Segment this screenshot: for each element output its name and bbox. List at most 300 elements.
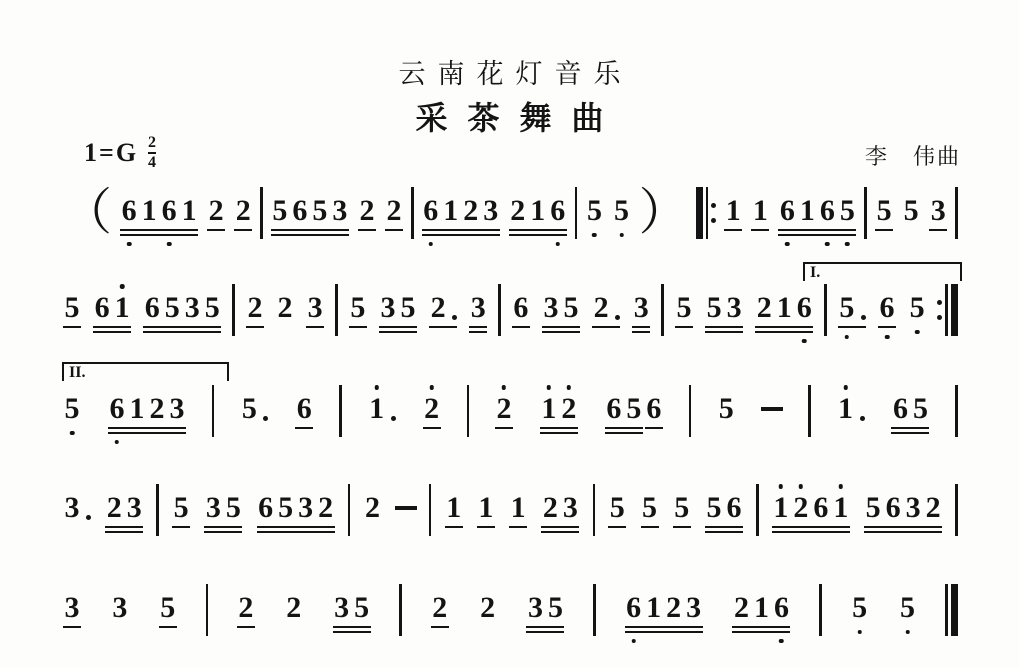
note-digit: 6 [646, 392, 662, 425]
barline [232, 284, 235, 336]
note-digit: 6 [107, 394, 127, 424]
note-group [511, 293, 531, 323]
beam-line [333, 631, 371, 634]
beam-line [864, 531, 942, 534]
beam-line [108, 432, 186, 435]
note-group [206, 196, 226, 226]
octave-dot-below [127, 242, 132, 247]
note-digit: 6 [813, 491, 829, 524]
barline [808, 385, 811, 437]
augmentation-dot [391, 416, 396, 421]
repeat-thin-bar [945, 284, 948, 336]
note-group [723, 196, 743, 226]
time-signature-numerator: 2 [148, 134, 157, 151]
time-signature [148, 135, 156, 171]
beam-line [295, 427, 313, 430]
note-group [874, 196, 894, 226]
octave-dot-above [843, 385, 848, 390]
beam-segment [348, 293, 368, 323]
beam-segment [142, 293, 222, 323]
note-group [777, 196, 857, 226]
beam-segment [644, 394, 664, 424]
note-digit: 1 [725, 194, 741, 227]
beam-segment [771, 493, 851, 523]
augmentation-dot [860, 416, 865, 421]
final-barline [945, 584, 958, 636]
octave-dot-above [799, 484, 804, 489]
note-group [541, 293, 581, 323]
barline [575, 187, 578, 239]
note-digit: 1 [836, 394, 856, 424]
beam-segment [674, 293, 694, 323]
beam-segment [754, 293, 814, 323]
note-digit: 2 [791, 493, 811, 523]
beam-line [93, 331, 131, 334]
beam-segment [874, 196, 894, 226]
beam-segment [284, 593, 304, 623]
final-thick-bar [951, 584, 958, 636]
note-group [525, 593, 565, 623]
barline [429, 484, 432, 536]
note-digit: 3 [62, 493, 82, 523]
beam-line [495, 427, 513, 430]
barline [206, 584, 209, 636]
beam-segment [256, 493, 336, 523]
note-digit: 2 [463, 194, 479, 227]
note-digit: 1 [141, 194, 157, 227]
note-digit: 1 [646, 591, 662, 624]
repeat-dot [937, 315, 942, 320]
note-group [604, 394, 664, 424]
beam-segment [494, 394, 514, 424]
beam-segment [444, 493, 464, 523]
beam-line [63, 326, 81, 329]
note-group [236, 593, 256, 623]
time-signature-denominator: 4 [148, 154, 157, 171]
beam-line [541, 526, 579, 529]
note-digit: 1 [443, 194, 459, 227]
octave-dot-above [502, 385, 507, 390]
beam-line [772, 526, 850, 529]
note-digit: 5 [903, 194, 919, 227]
beam-segment [62, 593, 82, 623]
beam-line [605, 427, 643, 430]
note-group [836, 394, 866, 424]
note-digit: 1 [799, 194, 815, 227]
note-group [428, 293, 458, 323]
beam-segment [422, 394, 442, 424]
note-digit: 1 [771, 493, 791, 523]
beam-segment [704, 493, 744, 523]
beam-line [422, 234, 500, 237]
octave-dot-above [839, 484, 844, 489]
note-digit: 2 [238, 591, 254, 624]
beam-line [732, 626, 790, 629]
beam-segment [631, 293, 651, 323]
beam-segment [357, 196, 377, 226]
beam-segment [236, 593, 256, 623]
note-digit: 2 [365, 491, 381, 524]
octave-dot-above [567, 385, 572, 390]
beam-segment [604, 394, 644, 424]
barline [498, 284, 501, 336]
note-group [631, 293, 651, 323]
beam-line [93, 326, 131, 329]
note-group [92, 293, 132, 323]
note-group [107, 394, 187, 424]
paren-open: （ [62, 184, 112, 240]
note-digit: 1 [510, 491, 526, 524]
note-digit: 1 [367, 394, 387, 424]
key-signature [84, 135, 156, 171]
note-group [640, 493, 660, 523]
barline [467, 385, 470, 437]
repeat-dots [937, 284, 942, 336]
barline [955, 484, 958, 536]
beam-line [445, 526, 463, 529]
note-digit: 3 [112, 591, 128, 624]
note-digit: 1 [478, 491, 494, 524]
beam-line [929, 229, 947, 232]
beam-line [422, 229, 500, 232]
repeat-end-sign [937, 284, 958, 336]
beam-segment [750, 196, 770, 226]
note-digit: 2 [925, 491, 941, 524]
barline [824, 284, 827, 336]
beam-segment [928, 196, 948, 226]
beam-segment [540, 493, 580, 523]
beam-segment [62, 493, 92, 523]
note-digit: 5 [160, 591, 176, 624]
beam-line [772, 531, 850, 534]
note-digit: 3 [726, 291, 742, 324]
octave-dot-below [915, 330, 920, 335]
beam-segment [837, 293, 867, 323]
barline [156, 484, 159, 536]
note-group [494, 394, 514, 424]
note-digit: 5 [278, 491, 294, 524]
beam-line [625, 631, 703, 634]
barline [593, 484, 596, 536]
beam-line [864, 526, 942, 529]
octave-dot-below [845, 335, 850, 340]
beam-line [204, 531, 242, 534]
note-digit: 6 [606, 392, 622, 425]
beam-line [605, 432, 643, 435]
note-group [584, 196, 604, 226]
note-digit: 5 [225, 491, 241, 524]
note-digit: 2 [386, 194, 402, 227]
note-digit: 1 [753, 591, 769, 624]
note-digit: 1 [446, 491, 462, 524]
note-group [508, 493, 528, 523]
note-digit: 2 [422, 394, 442, 424]
note-digit: 3 [930, 194, 946, 227]
beam-segment [275, 293, 295, 323]
note-digit: 5 [547, 591, 563, 624]
note-digit: 1 [831, 493, 851, 523]
barline [260, 187, 263, 239]
beam-line [108, 427, 186, 430]
note-digit: 6 [771, 593, 791, 623]
beam-line [608, 526, 626, 529]
octave-dot-above [547, 385, 552, 390]
beam-line [159, 626, 177, 629]
note-group [233, 196, 253, 226]
octave-dot-below [885, 335, 890, 340]
octave-dot-below [802, 339, 807, 344]
note-digit: 3 [334, 591, 350, 624]
beam-line [105, 526, 143, 529]
note-group [367, 394, 397, 424]
note-group [62, 493, 92, 523]
note-digit: 3 [64, 591, 80, 624]
note-digit: 1 [181, 194, 197, 227]
beam-segment [624, 593, 704, 623]
note-group [907, 293, 927, 323]
barline [689, 385, 692, 437]
beam-segment [850, 593, 870, 623]
note-group [898, 593, 918, 623]
beam-line [333, 626, 371, 629]
note-digit: 5 [837, 196, 857, 226]
beam-line [732, 631, 790, 634]
beam-segment [723, 196, 743, 226]
beam-segment [508, 196, 568, 226]
barline [399, 584, 402, 636]
beam-line [705, 331, 743, 334]
beam-segment [731, 593, 791, 623]
beam-line [105, 531, 143, 534]
repeat-dot [711, 218, 716, 223]
note-digit: 3 [543, 291, 559, 324]
augmentation-dot [615, 315, 620, 320]
beam-line [429, 326, 457, 329]
note-digit: 6 [892, 392, 908, 425]
note-digit: 3 [380, 291, 396, 324]
beam-segment [206, 196, 226, 226]
note-group [203, 493, 243, 523]
note-digit: 5 [876, 194, 892, 227]
note-group [62, 394, 82, 424]
note-group [384, 196, 404, 226]
note-digit: 6 [292, 194, 308, 227]
beam-segment [508, 493, 528, 523]
note-group [704, 293, 744, 323]
beam-line [673, 526, 691, 529]
note-digit: 5 [354, 591, 370, 624]
music-line-4 [62, 493, 958, 529]
note-group [468, 293, 488, 323]
beam-line [469, 326, 487, 329]
augmentation-dot [263, 416, 268, 421]
beam-segment [110, 593, 130, 623]
note-group [837, 293, 867, 323]
beam-line [512, 326, 530, 329]
octave-dot-above [374, 385, 379, 390]
note-digit: 2 [106, 491, 122, 524]
note-group [119, 196, 199, 226]
augmentation-dot [452, 315, 457, 320]
note-digit: 5 [563, 291, 579, 324]
note-group [607, 493, 627, 523]
note-group [270, 196, 350, 226]
half-note-dash [395, 506, 417, 510]
beam-segment [907, 293, 927, 323]
barline [212, 385, 215, 437]
note-group [256, 493, 336, 523]
repeat-thin-bar [706, 187, 709, 239]
note-digit: 5 [898, 593, 918, 623]
beam-segment [890, 394, 930, 424]
note-digit: 5 [400, 291, 416, 324]
note-digit: 5 [350, 291, 366, 324]
note-group [421, 196, 501, 226]
beam-line [755, 331, 813, 334]
beam-line [234, 229, 252, 232]
beam-segment [640, 493, 660, 523]
beam-line [705, 531, 743, 534]
beam-line [751, 229, 769, 232]
beam-segment [898, 593, 918, 623]
beam-segment [539, 394, 579, 424]
note-digit: 1 [539, 394, 559, 424]
note-digit: 3 [126, 491, 142, 524]
beam-segment [421, 196, 501, 226]
beam-segment [245, 293, 265, 323]
beam-segment [378, 293, 418, 323]
note-group [62, 293, 82, 323]
beam-line [705, 326, 743, 329]
beam-line [385, 229, 403, 232]
beam-segment [672, 493, 692, 523]
note-digit: 6 [794, 293, 814, 323]
beam-line [379, 326, 417, 329]
beam-segment [203, 493, 243, 523]
note-digit: 5 [609, 491, 625, 524]
beam-segment [305, 293, 325, 323]
beam-segment [704, 293, 744, 323]
note-digit: 5 [272, 194, 288, 227]
note-group [540, 493, 580, 523]
note-digit: 2 [247, 291, 263, 324]
beam-line [675, 326, 693, 329]
octave-dot-below [785, 242, 790, 247]
beam-segment [270, 196, 350, 226]
beam-segment [428, 293, 458, 323]
note-group [239, 394, 269, 424]
note-digit: 5 [706, 291, 722, 324]
note-group [171, 493, 191, 523]
note-group [478, 593, 498, 623]
note-digit: 3 [633, 291, 649, 324]
note-digit: 2 [559, 394, 579, 424]
note-digit: 5 [164, 291, 180, 324]
beam-segment [239, 394, 269, 424]
beam-segment [367, 394, 397, 424]
octave-dot-above [429, 385, 434, 390]
note-digit: 1 [129, 392, 145, 425]
score-subtitle: 云南花灯音乐 [398, 59, 633, 89]
beam-line [257, 526, 335, 529]
first-ending-label: I. [810, 264, 821, 281]
beam-line [379, 331, 417, 334]
note-digit: 2 [286, 591, 302, 624]
beam-segment [62, 293, 82, 323]
note-digit: 5 [676, 291, 692, 324]
note-digit: 5 [850, 593, 870, 623]
octave-dot-below [70, 431, 75, 436]
beam-line [778, 234, 856, 237]
beam-segment [478, 593, 498, 623]
note-group [332, 593, 372, 623]
note-group [476, 493, 496, 523]
note-digit: 5 [584, 196, 604, 226]
note-digit: 1 [776, 291, 792, 324]
beam-line [237, 626, 255, 629]
note-group [142, 293, 222, 323]
octave-dot-below [556, 242, 561, 247]
beam-segment [119, 196, 199, 226]
note-digit: 5 [62, 394, 82, 424]
note-digit: 3 [307, 291, 323, 324]
note-group [674, 293, 694, 323]
augmentation-dot [861, 315, 866, 320]
note-digit: 6 [885, 491, 901, 524]
beam-line [641, 526, 659, 529]
octave-dot-below [592, 233, 597, 238]
beam-line [625, 626, 703, 629]
music-line-5 [62, 593, 958, 629]
note-group [357, 196, 377, 226]
key-label: 1=G [84, 138, 139, 167]
note-digit: 2 [542, 491, 558, 524]
note-group [850, 593, 870, 623]
note-group [305, 293, 325, 323]
note-group [284, 593, 304, 623]
note-digit: 6 [624, 593, 644, 623]
note-digit: 3 [205, 491, 221, 524]
note-group [539, 394, 579, 424]
note-digit: 2 [666, 591, 682, 624]
beam-line [755, 326, 813, 329]
note-digit: 5 [64, 291, 80, 324]
note-group [62, 593, 82, 623]
octave-dot-below [428, 242, 433, 247]
note-digit: 5 [626, 392, 642, 425]
note-group [731, 593, 791, 623]
beam-line [541, 531, 579, 534]
octave-dot-below [115, 440, 120, 445]
octave-dot-above [779, 484, 784, 489]
note-group [363, 493, 383, 523]
note-digit: 6 [94, 291, 110, 324]
paren-close: ） [638, 184, 689, 240]
note-digit: 2 [494, 394, 514, 424]
repeat-thick-bar [696, 187, 703, 239]
octave-dot-below [167, 242, 172, 247]
beam-segment [716, 394, 736, 424]
note-group [110, 593, 130, 623]
note-group [672, 493, 692, 523]
music-line-3 [62, 394, 958, 430]
beam-segment [233, 196, 253, 226]
note-digit: 6 [777, 196, 797, 226]
note-group [716, 394, 736, 424]
beam-segment [863, 493, 943, 523]
beam-line [358, 229, 376, 232]
repeat-begin-sign [696, 187, 717, 239]
